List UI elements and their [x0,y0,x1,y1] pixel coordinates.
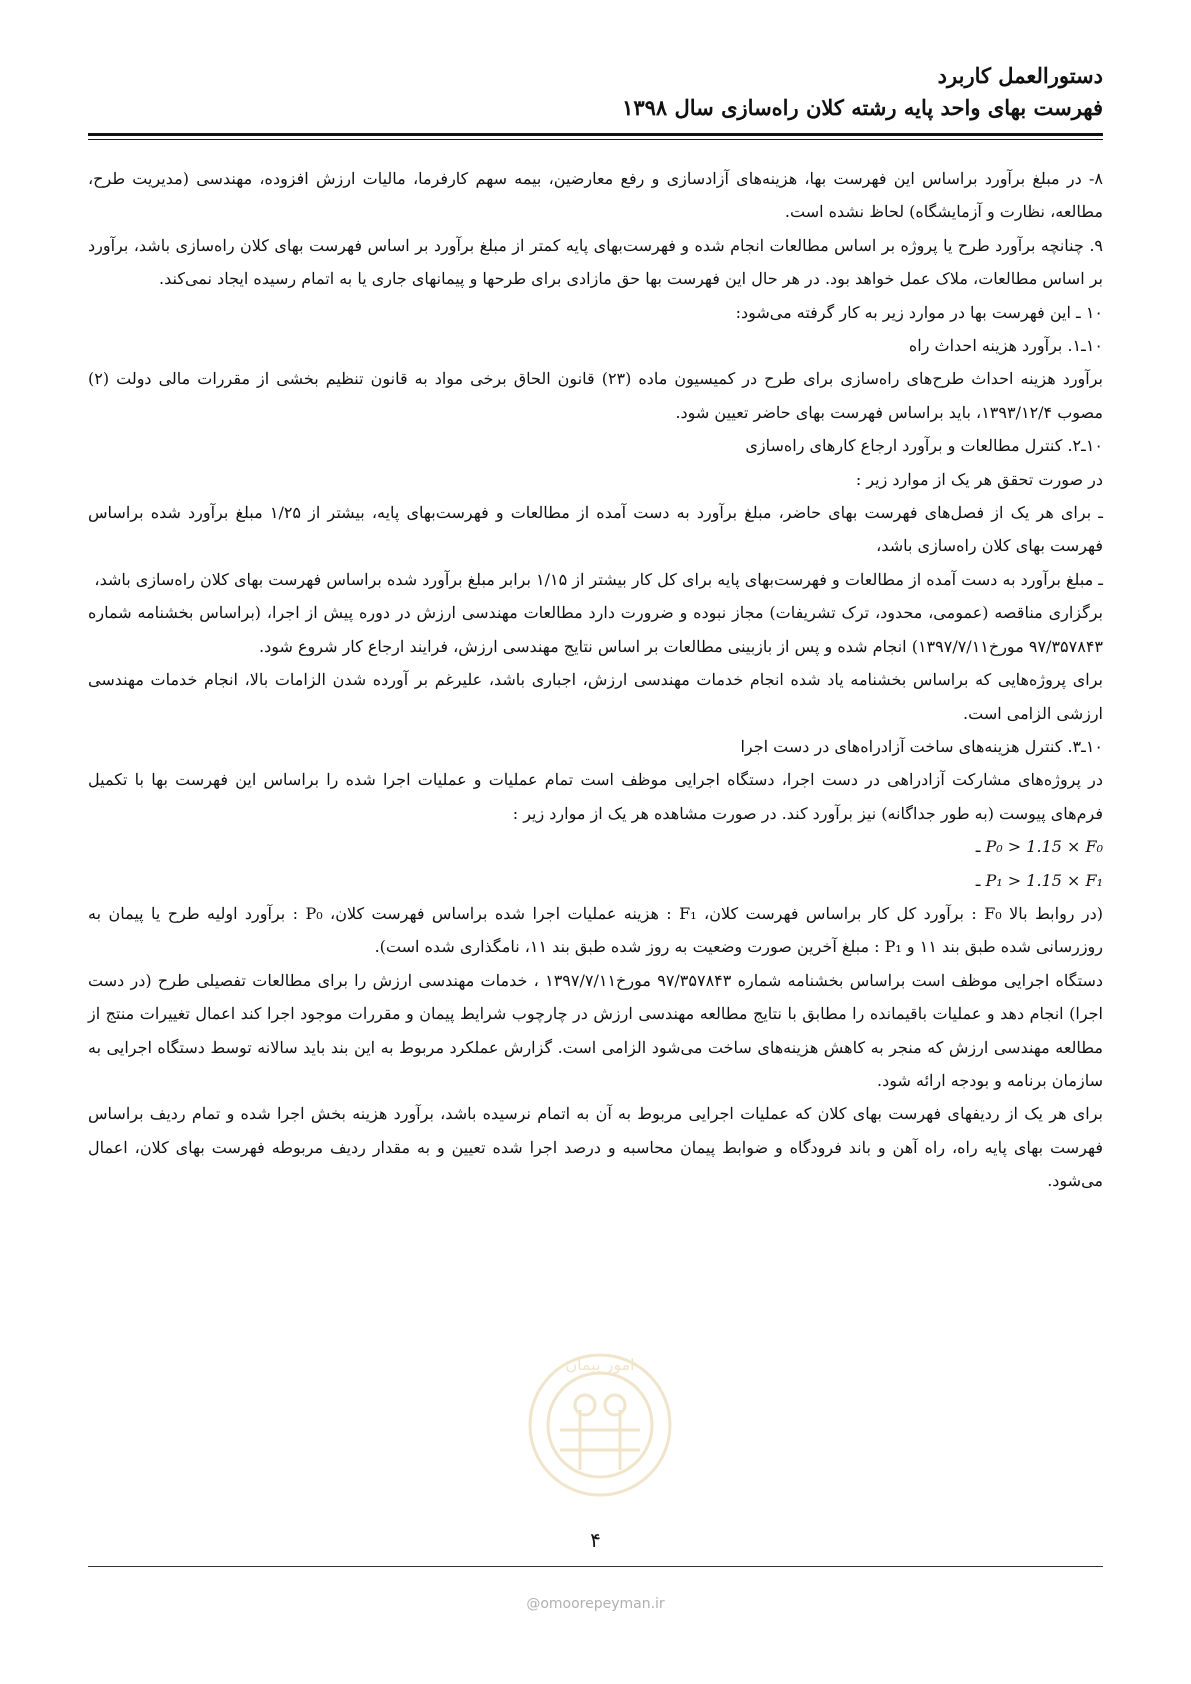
paragraph-value-engineering: برای پروژه‌هایی که براساس بخشنامه یاد شده انجام خدمات مهندسی ارزش، اجباری باشد، علیرغم بر آورده شدن الزامات بالا، انجام خدمات مهندسی ارزشی الزامی است. [88,670,1103,723]
footer-website-watermark: @omoorepeyman.ir [526,1596,665,1612]
section-heading-10-2: ۱۰ـ۲. کنترل مطالعات و برآورد ارجاع کارهای راه‌سازی [745,436,1103,456]
paragraph-executive-duty: دستگاه اجرایی موظف است براساس بخشنامه شماره ۹۷/۳۵۷۸۴۳ مورخ۱۳۹۷/۷/۱۱ ، خدمات مهندسی ارزش را برای مطالعات تفصیلی طرح (در دست اجرا) انجام دهد و عملیات باقیمانده را مطابق با نتایج مطالعه مهندسی ارزش در چارچوب شرایط پیمان و مقررات موجود اجرا کند اعمال تغییرات منتج از مطالعه مهندسی ارزش که منجر به کاهش هزینه‌های ساخت می‌شود الزامی است. گزارش عملکرد مربوط به این بند باید سالانه توسط دستگاه اجرایی به سازمان برنامه و بودجه ارائه شود. [88,970,1103,1090]
section-heading-10-3: ۱۰ـ۳. کنترل هزینه‌های ساخت آزادراه‌های در دست اجرا [740,736,1103,756]
document-subtitle: فهرست بهای واحد پایه رشته کلان راه‌سازی سال ۱۳۹۸ [622,95,1103,120]
formula-p0: P₀ > 1.15 × F₀ [985,837,1103,857]
section-heading-10-1: ۱۰ـ۱. برآورد هزینه احداث راه [908,336,1103,356]
paragraph-item-10: ۱۰ ـ این فهرست بها در موارد زیر به کار گرفته می‌شود: [735,302,1103,322]
formula-line-2 [88,864,1103,897]
formula-p1: P₁ > 1.15 × F₁ [985,870,1103,890]
paragraph-item-8: ۸- در مبلغ برآورد براساس این فهرست بها، هزینه‌های آزادسازی و رفع معارضین، بیمه سهم کارفرما، مالیات ارزش افزوده، مهندسی (مدیریت طرح، مطالعه، نظارت و آزمایشگاه) لحاظ نشده است. [88,169,1103,222]
condition-bullet-2: ـ مبلغ برآورد به دست آمده از مطالعات و فهرست‌بهای پایه برای کل کار بیشتر از ۱/۱۵ برابر مبلغ برآورد شده براساس فهرست بهای کلان راه‌سازی باشد، [94,569,1103,589]
page-header [88,60,1103,124]
seal-watermark-icon [520,1330,680,1520]
paragraph-incomplete-items: برای هر یک از ردیفهای فهرست بهای کلان که عملیات اجرایی مربوط به آن به اتمام نرسیده باشد، برآورد هزینه بخش اجرا شده و تمام ردیف براساس فهرست بهای پایه راه، راه آهن و باند فرودگاه و ضوابط پیمان محاسبه و درصد اجرا شده تعیین و به مقدار ردیف مربوطه فهرست بهای کلان، اعمال می‌شود. [88,1104,1103,1191]
document-title: دستورالعمل کاربرد [937,63,1103,88]
paragraph-tender-restriction: برگزاری مناقصه (عمومی، محدود، ترک تشریفات) مجاز نبوده و ضرورت دارد مطالعات مهندسی ارزش در دوره پیش از اجرا، (براساس بخشنامه شماره ۹۷/۳۵۷۸۴۳ مورخ۱۳۹۷/۷/۱۱) انجام شده و پس از بازبینی مطالعات بر اساس نتایج مهندسی ارزش، فرایند ارجاع کار شروع شود. [88,603,1104,656]
paragraph-freeway-projects: در پروژه‌های مشارکت آزادراهی در دست اجرا، دستگاه اجرایی موظف است تمام عملیات و عملیات اجرا شده را براساس این فهرست بها با تکمیل فرم‌های پیوست (به طور جداگانه) نیز برآورد کند. در صورت مشاهده هر یک از موارد زیر : [88,770,1104,823]
formula-bullet: ـ [975,870,981,890]
svg-text:امور پیمان: امور پیمان [565,1355,635,1374]
formula-line-1 [88,830,1103,863]
formula-bullet: ـ [975,837,981,857]
document-body [88,162,1103,1198]
paragraph-item-9: ۹. چنانچه برآورد طرح یا پروژه بر اساس مطالعات انجام شده و فهرست‌بهای پایه کمتر از مبلغ برآورد بر اساس فهرست بهای کلان راه‌سازی باشد، برآورد بر اساس مطالعات، ملاک عمل خواهد بود. در هر حال این فهرست بها حق مازادی برای طرحها و پیمانهای جاری یا به اتمام رسیده ایجاد نمی‌کند. [88,235,1103,289]
paragraph-conditions-intro: در صورت تحقق هر یک از موارد زیر : [855,469,1103,489]
footer-divider [88,1566,1103,1567]
paragraph-formula-legend: (در روابط بالا F₀ : برآورد کل کار براساس فهرست کلان، F₁ : هزینه عملیات اجرا شده براساس فهرست کلان، P₀ : برآورد اولیه طرح یا پیمان به روزرسانی شده طبق بند ۱۱ و P₁ : مبلغ آخرین صورت وضعیت به روز شده طبق بند ۱۱، نامگذاری شده است). [88,903,1104,957]
paragraph-10-1-body: برآورد هزینه احداث طرح‌های راه‌سازی برای طرح در کمیسیون ماده (۲۳) قانون الحاق برخی مواد به قانون تنظیم بخشی از مقررات مالی دولت (۲) مصوب ۱۳۹۳/۱۲/۴، باید براساس فهرست بهای حاضر تعیین شود. [88,369,1104,422]
page-number: ۴ [590,1528,601,1552]
condition-bullet-1: ـ برای هر یک از فصل‌های فهرست بهای حاضر، مبلغ برآورد به دست آمده از مطالعات و فهرست‌بهای پایه، بیشتر از ۱/۲۵ مبلغ برآورد شده براساس فهرست بهای کلان راه‌سازی باشد، [88,503,1103,556]
header-divider-thin [88,139,1103,140]
header-divider-thick [88,133,1103,136]
